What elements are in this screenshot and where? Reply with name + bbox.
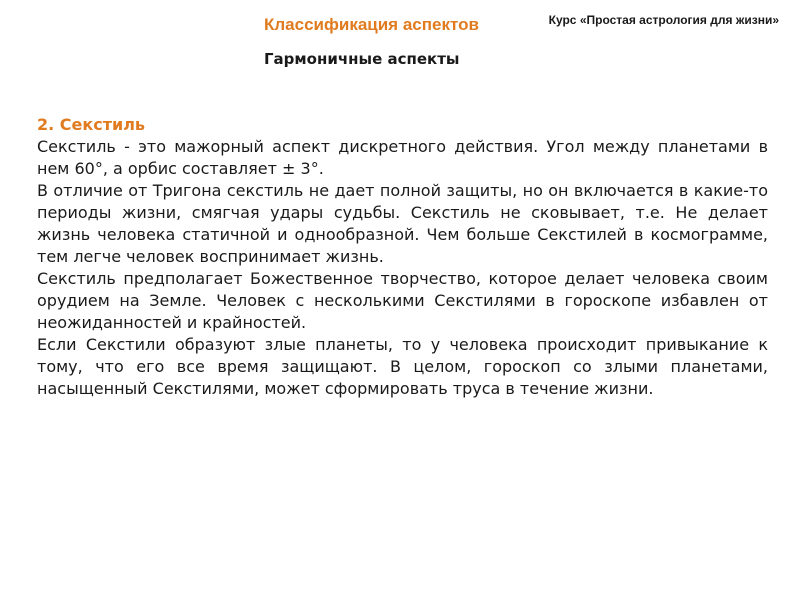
- course-label: Курс «Простая астрология для жизни»: [548, 13, 779, 27]
- page-subtitle: Гармоничные аспекты: [264, 50, 460, 68]
- paragraph: В отличие от Тригона секстиль не дает полной защиты, но он включается в какие-то периоды жизни, смягчая удары судьбы. Секстиль не сковывает, т.е. Не делает жизнь человека статичной и однообразной. Чем больше Секстилей в космограмме, тем легче человек воспринимает жизнь.: [37, 181, 768, 266]
- paragraph: Секстиль предполагает Божественное творчество, которое делает человека своим орудием на Земле. Человек с несколькими Секстилями в гороскопе избавлен от неожиданностей и крайностей.: [37, 269, 768, 332]
- paragraph: Если Секстили образуют злые планеты, то у человека происходит привыкание к тому, что его все время защищают. В целом, гороскоп со злыми планетами, насыщенный Секстилями, может сформировать труса в течение жизни.: [37, 335, 768, 398]
- page-title: Классификация аспектов: [264, 15, 479, 34]
- section-heading: 2. Секстиль: [37, 115, 146, 134]
- slide-content: [37, 114, 768, 400]
- paragraph: Секстиль - это мажорный аспект дискретного действия. Угол между планетами в нем 60°, а орбис составляет ± 3°.: [37, 137, 768, 178]
